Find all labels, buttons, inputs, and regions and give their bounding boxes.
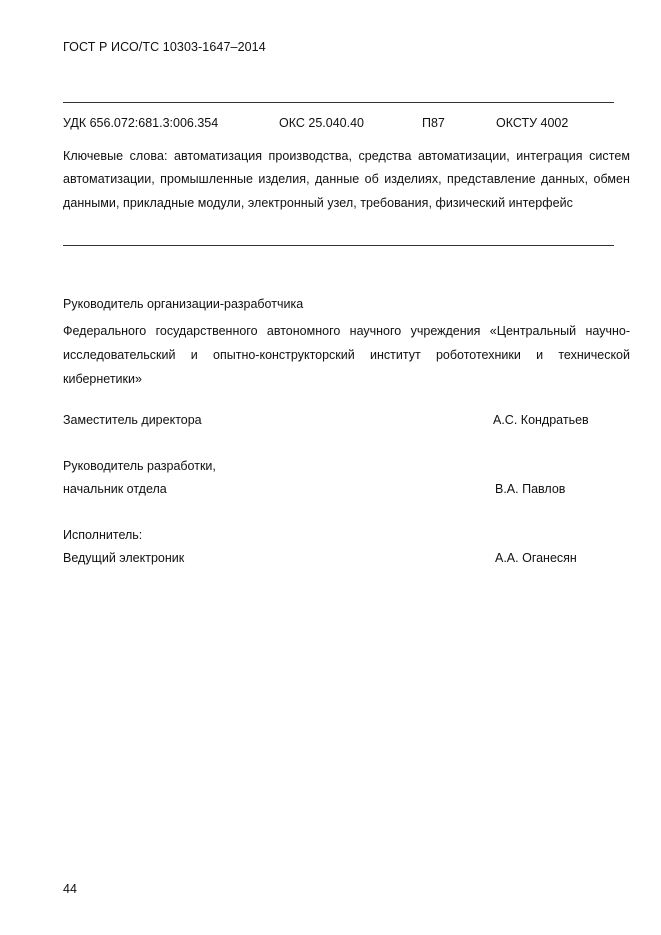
signatory-name: А.С. Кондратьев xyxy=(493,413,589,427)
signatory-name: А.А. Оганесян xyxy=(495,551,577,565)
signatory-position: Заместитель директора xyxy=(63,413,202,427)
signatory-position: Руководитель разработки, xyxy=(63,459,216,473)
oks-code: ОКС 25.040.40 xyxy=(279,116,364,130)
bottom-divider xyxy=(63,245,614,246)
signatory-position: Ведущий электроник xyxy=(63,551,185,565)
document-code-header: ГОСТ Р ИСО/ТС 10303-1647–2014 xyxy=(63,40,266,54)
organization-name: Федерального государственного автономного научного учреждения «Центральный научно-исследовательский и опытно-конструкторский институт робототехники и технической кибернетики» xyxy=(63,324,630,386)
page-number: 44 xyxy=(63,882,77,896)
udk-code: УДК 656.072:681.3:006.354 xyxy=(63,116,219,130)
keywords-paragraph: Ключевые слова: автоматизация производства, средства автоматизации, интеграция систем автоматизации, промышленные изделия, данные об изделиях, представление данных, обмен данными, прикладные модули, электронный узел, требования, физический интерфейс xyxy=(63,149,630,210)
signatory-position: начальник отдела xyxy=(63,482,167,496)
p-code: П87 xyxy=(422,116,445,130)
signatory-name: В.А. Павлов xyxy=(495,482,566,496)
okstu-code: ОКСТУ 4002 xyxy=(496,116,569,130)
organization-heading: Руководитель организации-разработчика xyxy=(63,297,304,311)
classification-row xyxy=(63,116,614,132)
top-divider xyxy=(63,102,614,103)
signatory-position: Исполнитель: xyxy=(63,528,143,542)
